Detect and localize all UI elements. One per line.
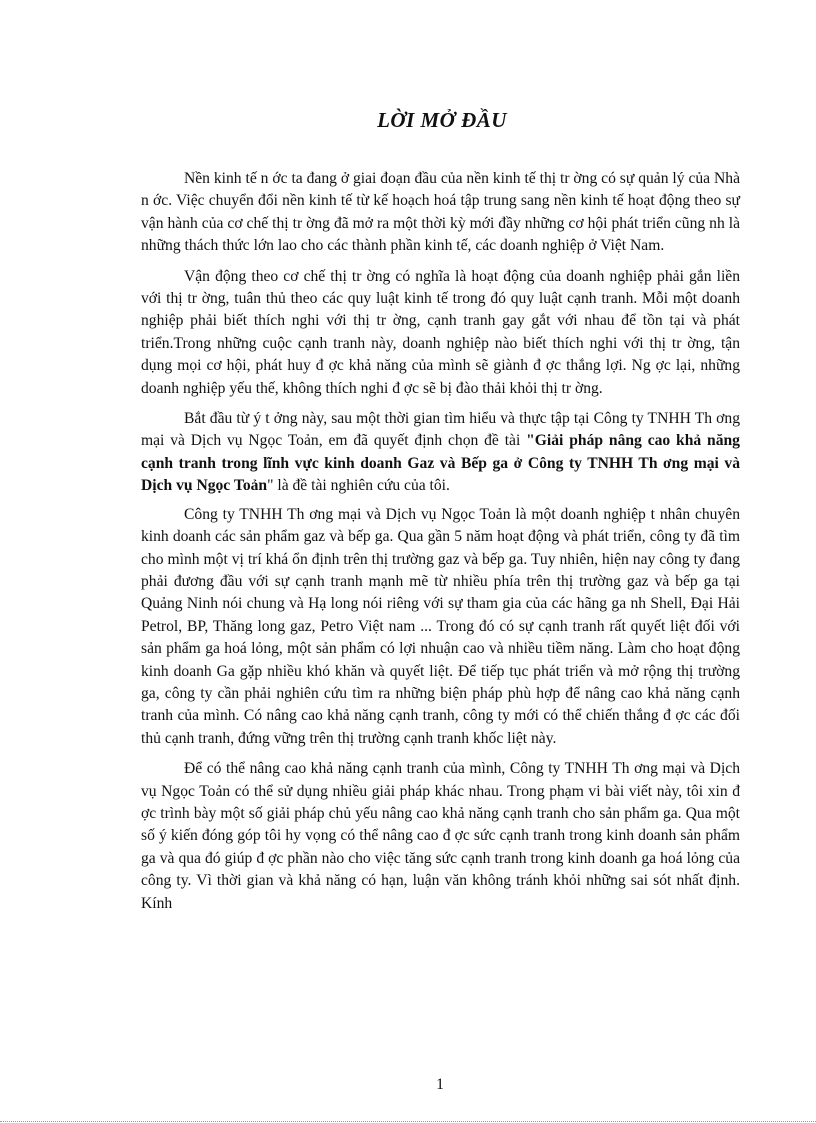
paragraph-topic: [141, 408, 740, 498]
topic-title: "Giải pháp nâng cao khả năng cạnh tranh trong lĩnh vực kinh doanh Gaz và Bếp ga ở Công ty TNHH Th ơng mại và Dịch vụ Ngọc Toản: [141, 432, 740, 495]
page-number: 1: [436, 1076, 444, 1093]
paragraph-intro: Nền kinh tế n ớc ta đang ở giai đoạn đầu của nền kinh tế thị tr ờng có sự quản lý của Nhà n ớc. Việc chuyển đổi nền kinh tế từ kế hoạch hoá tập trung sang nền kinh tế hoạt động theo sự vận hành của cơ chế thị tr ờng đã mở ra một thời kỳ mới đầy những cơ hội phát triển cũng nh là những thách thức lớn lao cho các thành phần kinh tế, các doanh nghiệp ở Việt Nam.: [141, 170, 740, 255]
topic-text-post: " là đề tài nghiên cứu của tôi.: [267, 477, 450, 495]
document-body: [141, 168, 740, 923]
paragraph-solutions: Để có thể nâng cao khả năng cạnh tranh của mình, Công ty TNHH Th ơng mại và Dịch vụ Ngọc Toản có thể sử dụng nhiều giải pháp khác nhau. Trong phạm vi bài viết này, tôi xin đ ợc trình bày một số giải pháp chủ yếu nâng cao khả năng cạnh tranh cho sản phẩm ga. Qua một số ý kiến đóng góp tôi hy vọng có thể nâng cao đ ợc sức cạnh tranh trong kinh doanh sản phẩm ga và qua đó giúp đ ợc phần nào cho việc tăng sức cạnh tranh trong kinh doanh ga hoá lỏng của công ty. Vì thời gian và khả năng có hạn, luận văn không tránh khỏi những sai sót nhất định. Kính: [141, 760, 740, 912]
paragraph-market-mechanism: Vận động theo cơ chế thị tr ờng có nghĩa là hoạt động của doanh nghiệp phải gắn liền với thị tr ờng, tuân thủ theo các quy luật kinh tế trong đó quy luật cạnh tranh. Mỗi một doanh nghiệp phải biết thích nghi với thị tr ờng, cạnh tranh gay gắt với nhau để tồn tại và phát triển.Trong những cuộc cạnh tranh này, doanh nghiệp nào biết thích nghi với thị tr ờng, tận dụng mọi cơ hội, phát huy đ ợc khả năng của mình sẽ giành đ ợc thắng lợi. Ng ợc lại, những doanh nghiệp yếu thế, không thích nghi đ ợc sẽ bị đào thải khỏi thị tr ờng.: [141, 267, 740, 397]
paragraph-company: Công ty TNHH Th ơng mại và Dịch vụ Ngọc Toản là một doanh nghiệp t nhân chuyên kinh doanh các sản phẩm gaz và bếp ga. Qua gần 5 năm hoạt động và phát triển, công ty đã tìm cho mình một vị trí khá ổn định trên thị trường gaz và bếp ga. Tuy nhiên, hiện nay công ty đang phải đương đầu với sự cạnh tranh mạnh mẽ từ nhiều phía trên thị trường gaz và bếp ga tại Quảng Ninh nói chung và Hạ long nói riêng với sự tham gia của các hãng ga nh Shell, Đại Hải Petrol, BP, Thăng long gaz, Petro Việt nam ... Trong đó có sự cạnh tranh rất quyết liệt đối với sản phẩm ga hoá lỏng, một sản phẩm có lợi nhuận cao và nhiều tiềm năng. Làm cho hoạt động kinh doanh Ga gặp nhiều khó khăn và quyết liệt. Để tiếp tục phát triển và mở rộng thị trường ga, công ty cần phải nghiên cứu tìm ra những biện pháp phù hợp để nâng cao khả năng cạnh tranh của mình. Có nâng cao khả năng cạnh tranh, công ty mới có thể chiến thắng đ ợc các đối thủ cạnh tranh, đứng vững trên thị trường cạnh tranh khốc liệt này.: [141, 505, 740, 747]
page-title: LỜI MỞ ĐẦU: [377, 108, 507, 132]
page-bottom-divider: [0, 1121, 816, 1122]
topic-text-pre: Bắt đầu từ ý t ởng này, sau một thời gian tìm hiểu và thực tập tại Công ty TNHH Th ơng mại và Dịch vụ Ngọc Toản, em đã quyết định chọn đề tài: [141, 410, 740, 450]
